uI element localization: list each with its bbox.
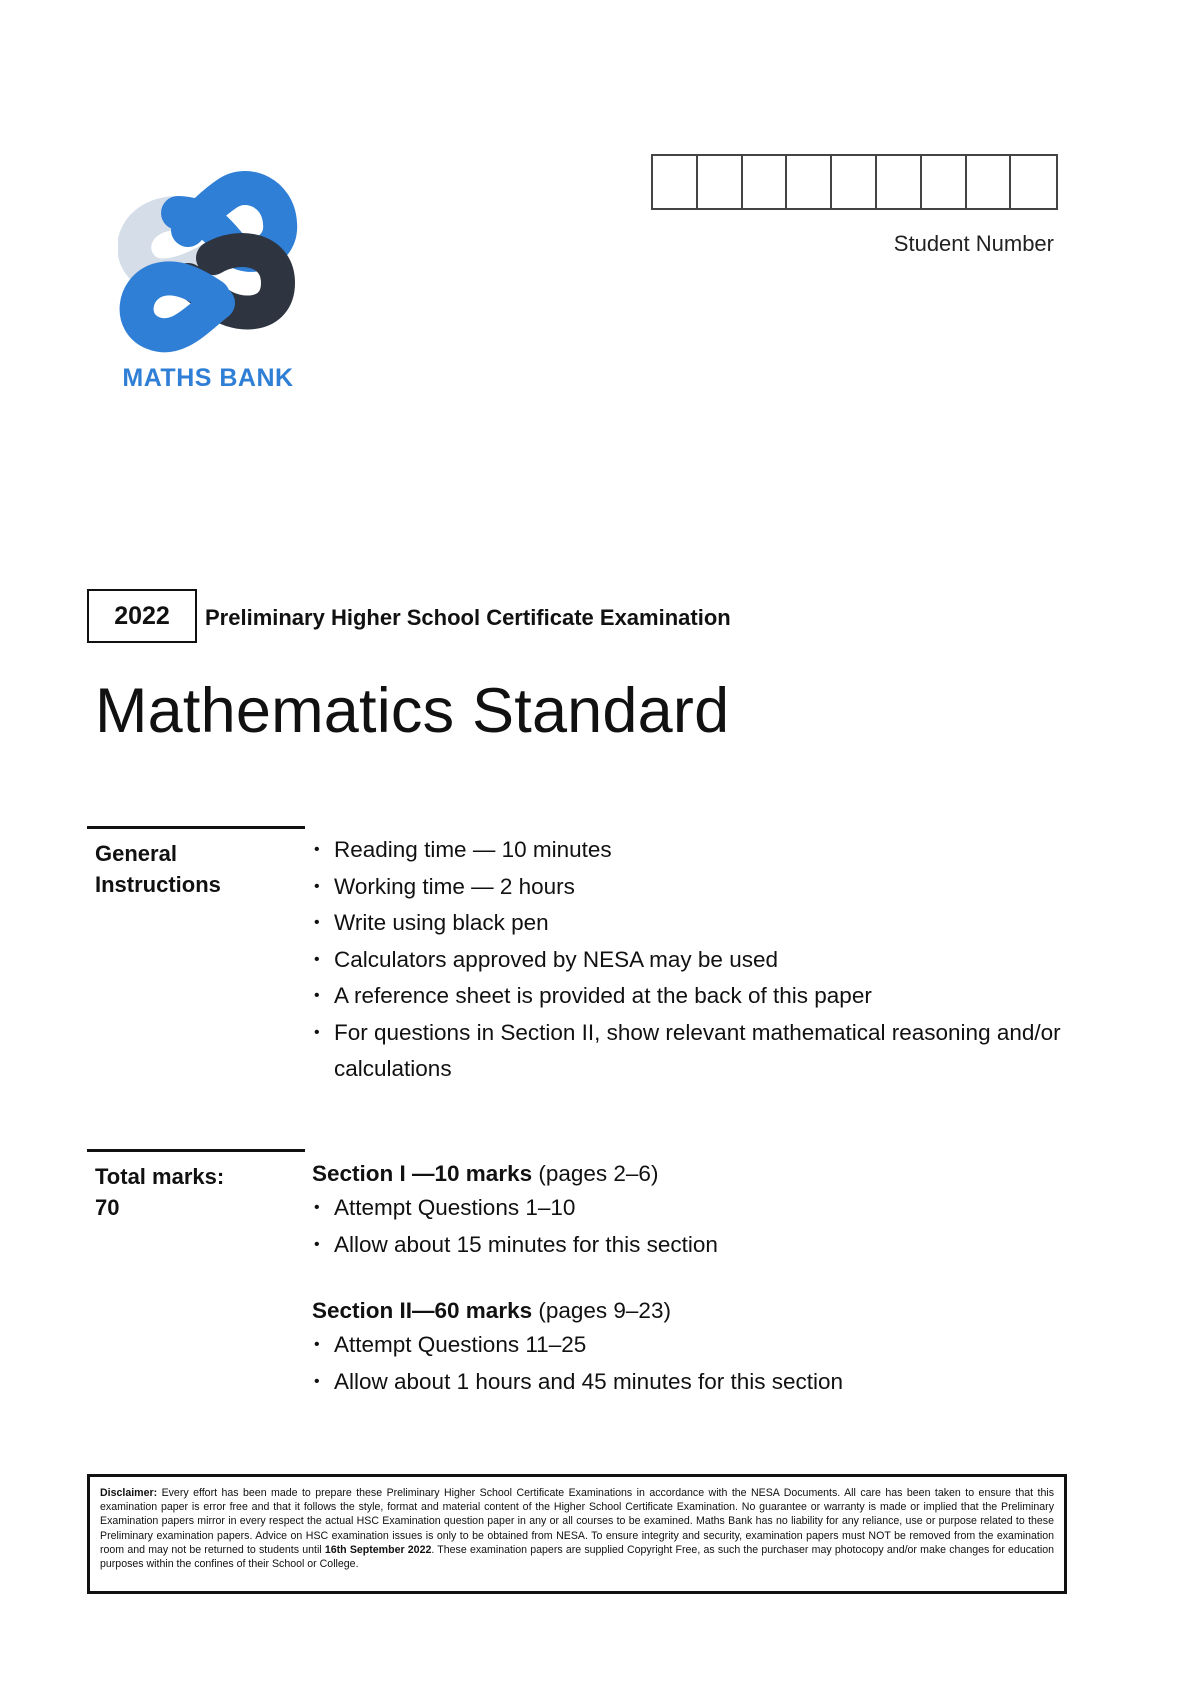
section-2-heading-bold: Section II—60 marks [312,1298,533,1323]
maths-bank-logo-icon [118,168,298,368]
general-instructions-label-line2: Instructions [95,872,221,897]
general-instructions-label-line1: General [95,841,177,866]
section-1-heading-pages: (pages 2–6) [532,1161,659,1186]
list-item: • For questions in Section II, show relevant mathematical reasoning and/or calculations [312,1015,1072,1088]
maths-bank-logo [118,168,298,408]
section-1-heading [312,1161,658,1187]
total-marks-rule [87,1149,305,1152]
student-number-label: Student Number [893,231,1054,256]
student-number-digit-box[interactable] [967,156,1012,208]
list-item: • Attempt Questions 1–10 [312,1190,1072,1227]
section-1-list [312,1190,1072,1263]
list-item: • Calculators approved by NESA may be used [312,942,1072,979]
student-number-digit-box[interactable] [653,156,698,208]
section-2-list [312,1327,1072,1400]
student-number-digit-box[interactable] [922,156,967,208]
student-number-digit-box[interactable] [877,156,922,208]
student-number-digit-box[interactable] [698,156,743,208]
total-marks-label-text: Total marks: [95,1164,225,1189]
list-item: • Write using black pen [312,905,1072,942]
general-instructions-label [95,838,221,900]
general-instructions-rule [87,826,305,829]
student-number-digit-box[interactable] [832,156,877,208]
student-number-digit-box[interactable] [1011,156,1056,208]
logo-text: MATHS BANK [122,364,294,392]
page-title: Mathematics Standard [95,676,730,746]
section-2-heading-pages: (pages 9–23) [532,1298,671,1323]
disclaimer-date: 16th September 2022 [324,1543,432,1556]
disclaimer-label: Disclaimer: [100,1487,158,1499]
section-2-heading [312,1298,671,1324]
student-number-digit-box[interactable] [787,156,832,208]
logo-loop-blue-bottom [137,278,218,335]
total-marks-value: 70 [95,1195,120,1220]
exam-year: 2022 [87,589,197,643]
list-item: • Allow about 15 minutes for this section [312,1227,1072,1264]
disclaimer-text-part2: . These examination papers are supplied Copyright Free, as such the purchaser may photocopy and/or make changes for education purposes within the confines of their School or College. [100,1543,1054,1571]
general-instructions-list [312,832,1072,1088]
list-item: • Attempt Questions 11–25 [312,1327,1072,1364]
section-1-heading-bold: Section I —10 marks [312,1161,533,1186]
disclaimer-text-part1: Every effort has been made to prepare these Preliminary Higher School Certificate Examinations in accordance with the NESA Documents. All care has been taken to ensure that this examination paper is error free and that it follows the style, format and material content of the Higher School Certificate Examination. No guarantee or warranty is made or implied that the Preliminary Examination papers mirror in every respect the actual HSC Examination question paper in any or all courses to be examined. Maths Bank has no liability for any reliance, use or purpose related to these Preliminary examination papers. Advice on HSC examination issues is only to be obtained from NESA. To ensure integrity and security, examination papers must NOT be removed from the examination room and may not be returned to students until [100,1487,1054,1556]
total-marks-label [95,1161,224,1223]
list-item: • Working time — 2 hours [312,869,1072,906]
student-number-boxes[interactable] [651,154,1058,210]
disclaimer-box [87,1474,1067,1594]
exam-name: Preliminary Higher School Certificate Examination [205,605,731,630]
list-item: • Reading time — 10 minutes [312,832,1072,869]
list-item: • Allow about 1 hours and 45 minutes for this section [312,1364,1072,1401]
list-item: • A reference sheet is provided at the back of this paper [312,978,1072,1015]
student-number-digit-box[interactable] [743,156,788,208]
